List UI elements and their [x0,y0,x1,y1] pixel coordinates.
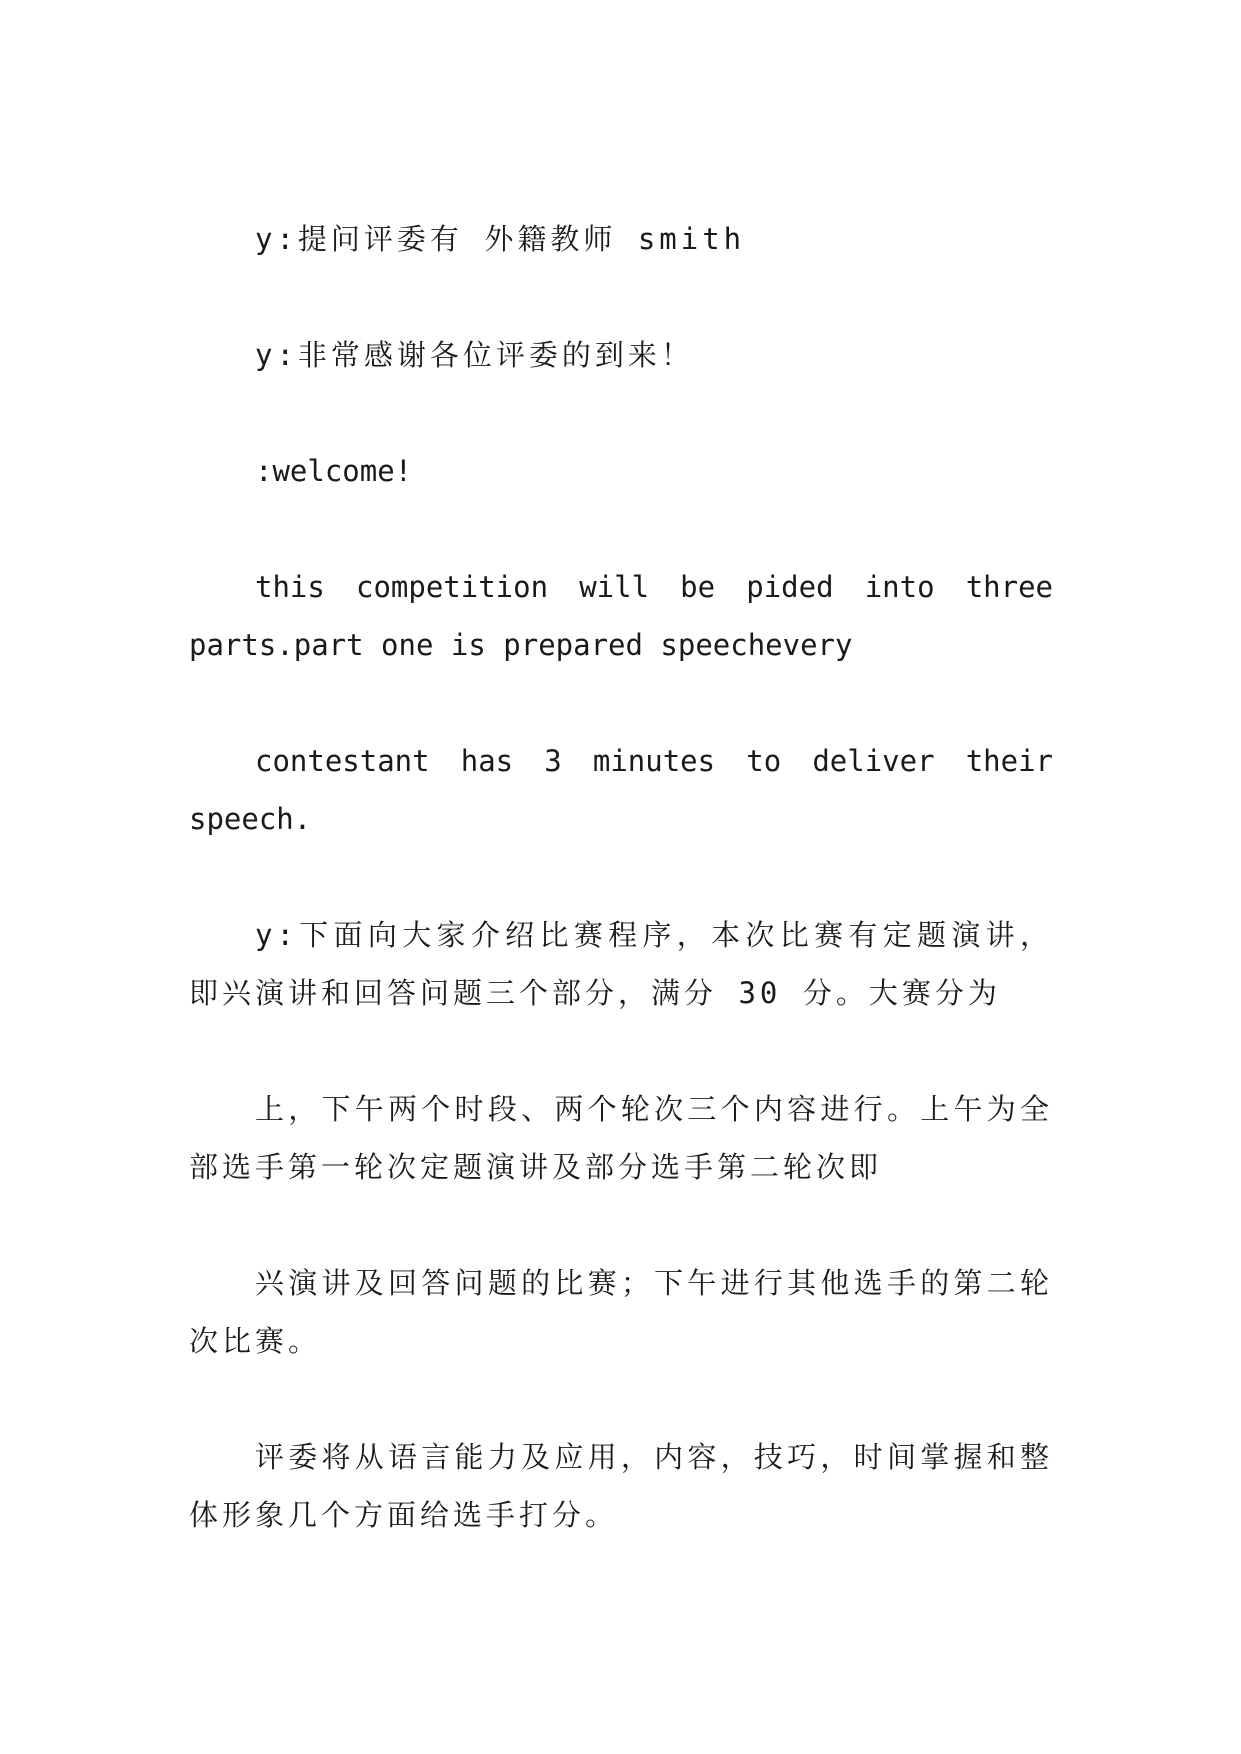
paragraph-welcome: :welcome! [255,454,413,488]
paragraph-schedule-afternoon: 兴演讲及回答问题的比赛；下午进行其他选手的第二轮次比赛。 [189,1266,1053,1358]
paragraph-scoring-criteria: 评委将从语言能力及应用，内容，技巧，时间掌握和整体形象几个方面给选手打分。 [189,1440,1053,1532]
paragraph-speech-time: contestant has 3 minutes to deliver their speech. [189,744,1053,836]
paragraph-thanks: y:非常感谢各位评委的到来！ [255,338,694,372]
paragraph-competition-parts: this competition will be pided into three parts.part one is prepared speechevery [189,570,1053,662]
document-body [189,210,1053,1602]
paragraph-procedure: y:下面向大家介绍比赛程序，本次比赛有定题演讲，即兴演讲和回答问题三个部分，满分 30 分。大赛分为 [189,918,1053,1010]
paragraph-judges-intro: y:提问评委有 外籍教师 smith [255,222,746,256]
paragraph-schedule-morning: 上，下午两个时段、两个轮次三个内容进行。上午为全部选手第一轮次定题演讲及部分选手第二轮次即 [189,1092,1053,1184]
